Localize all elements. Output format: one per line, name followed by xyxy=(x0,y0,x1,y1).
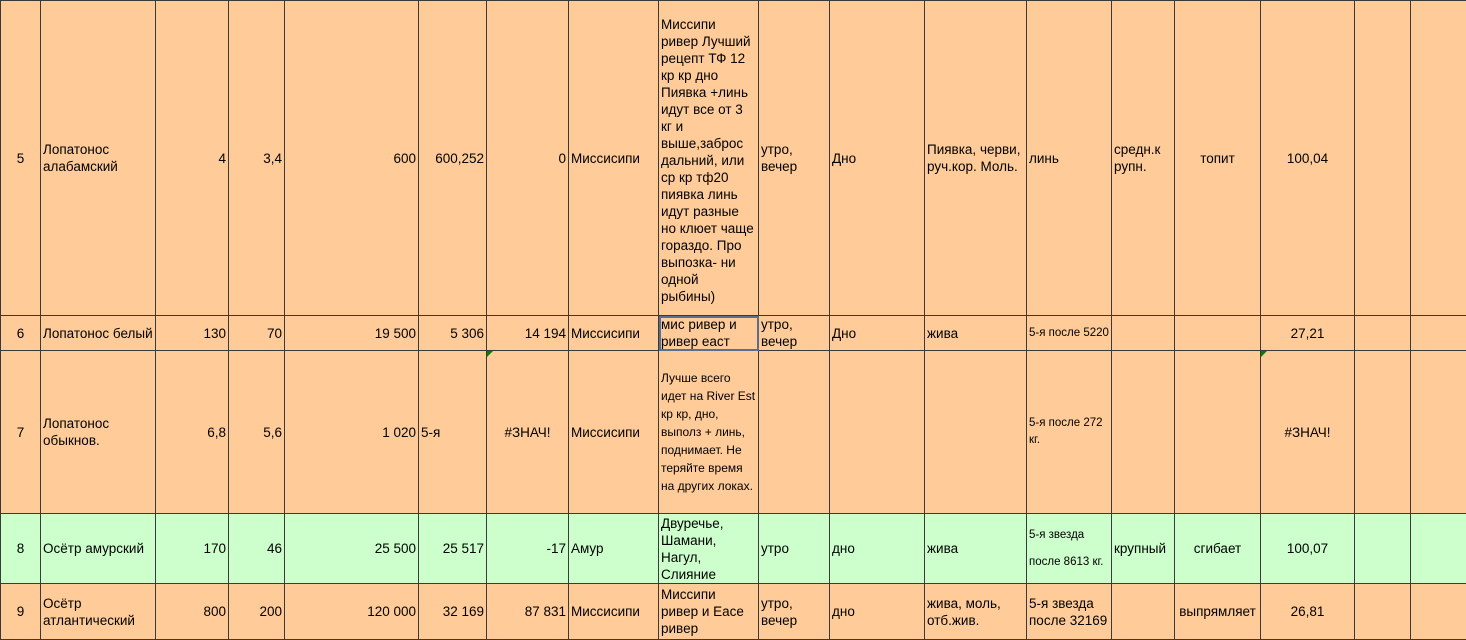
percent-cell[interactable]: 26,81 xyxy=(1261,584,1355,640)
depth-cell[interactable]: дно xyxy=(830,514,925,584)
hook-cell[interactable] xyxy=(1175,316,1261,351)
table-row xyxy=(1,316,1466,351)
cell[interactable]: 87 831 xyxy=(487,584,569,640)
location-cell[interactable]: Миссисипи xyxy=(569,351,659,514)
note-cell-selected[interactable]: мис ривер и ривер еаст xyxy=(659,316,759,351)
cell[interactable]: 14 194 xyxy=(487,316,569,351)
note-cell[interactable]: Лучше всего идет на River Est кр кр, дно, выполз + линь, поднимает. Не теряйте время на других локах. xyxy=(659,351,759,514)
bait-cell[interactable]: жива xyxy=(925,316,1027,351)
depth-cell[interactable]: Дно xyxy=(830,1,925,316)
percent-cell[interactable]: 100,04 xyxy=(1261,1,1355,316)
cell[interactable]: 0 xyxy=(487,1,569,316)
size-cell[interactable] xyxy=(1112,316,1175,351)
row-number[interactable]: 9 xyxy=(1,584,41,640)
note-cell[interactable]: Двуречье, Шамани, Нагул, Слияние xyxy=(659,514,759,584)
lure-cell[interactable]: 5-я звезда после 8613 кг. xyxy=(1027,514,1112,584)
empty-cell[interactable] xyxy=(1355,316,1411,351)
depth-cell[interactable]: Дно xyxy=(830,316,925,351)
fish-name-cell[interactable]: Лопатонос обыкнов. xyxy=(41,351,156,514)
fish-name-cell[interactable]: Осётр амурский xyxy=(41,514,156,584)
table-row xyxy=(1,1,1466,316)
cell[interactable]: 32 169 xyxy=(419,584,487,640)
cell[interactable]: 800 xyxy=(156,584,229,640)
bait-cell[interactable] xyxy=(925,351,1027,514)
row-number[interactable]: 8 xyxy=(1,514,41,584)
table-row xyxy=(1,514,1466,584)
time-cell[interactable]: утро, вечер xyxy=(759,1,830,316)
bait-cell[interactable]: Пиявка, черви, руч.кор. Моль. xyxy=(925,1,1027,316)
cell[interactable]: 19 500 xyxy=(285,316,419,351)
fish-name-cell[interactable]: Лопатонос алабамский xyxy=(41,1,156,316)
cell[interactable]: -17 xyxy=(487,514,569,584)
empty-cell[interactable] xyxy=(1411,351,1466,514)
cell[interactable]: 5-я xyxy=(419,351,487,514)
bait-cell[interactable]: жива xyxy=(925,514,1027,584)
empty-cell[interactable] xyxy=(1355,1,1411,316)
location-cell[interactable]: Миссисипи xyxy=(569,316,659,351)
hook-cell[interactable]: топит xyxy=(1175,1,1261,316)
error-cell[interactable]: #ЗНАЧ! xyxy=(1261,351,1355,514)
cell[interactable]: 600,252 xyxy=(419,1,487,316)
comment-indicator-icon xyxy=(1261,351,1267,357)
depth-cell[interactable] xyxy=(830,351,925,514)
row-number[interactable]: 5 xyxy=(1,1,41,316)
size-cell[interactable]: крупный xyxy=(1112,514,1175,584)
cell[interactable]: 70 xyxy=(229,316,285,351)
cell[interactable]: 170 xyxy=(156,514,229,584)
cell[interactable]: 4 xyxy=(156,1,229,316)
lure-cell[interactable]: 5-я звезда после 32169 xyxy=(1027,584,1112,640)
bait-cell[interactable]: жива, моль, отб.жив. xyxy=(925,584,1027,640)
lure-cell[interactable]: 5-я после 272 кг. xyxy=(1027,351,1112,514)
table-row xyxy=(1,584,1466,640)
error-cell[interactable]: #ЗНАЧ! xyxy=(487,351,569,514)
cell[interactable]: 600 xyxy=(285,1,419,316)
size-cell[interactable] xyxy=(1112,351,1175,514)
row-number[interactable]: 7 xyxy=(1,351,41,514)
cell[interactable]: 5,6 xyxy=(229,351,285,514)
cell[interactable]: 6,8 xyxy=(156,351,229,514)
cell[interactable]: 120 000 xyxy=(285,584,419,640)
size-cell[interactable]: средн.к рупн. xyxy=(1112,1,1175,316)
time-cell[interactable]: утро, вечер xyxy=(759,584,830,640)
hook-cell[interactable]: сгибает xyxy=(1175,514,1261,584)
fish-name-cell[interactable]: Лопатонос белый xyxy=(41,316,156,351)
cell[interactable]: 46 xyxy=(229,514,285,584)
time-cell[interactable]: утро, вечер xyxy=(759,316,830,351)
hook-cell[interactable] xyxy=(1175,351,1261,514)
empty-cell[interactable] xyxy=(1355,584,1411,640)
row-number[interactable]: 6 xyxy=(1,316,41,351)
cell[interactable]: 25 517 xyxy=(419,514,487,584)
hook-cell[interactable]: выпрямляет xyxy=(1175,584,1261,640)
empty-cell[interactable] xyxy=(1411,316,1466,351)
cell[interactable]: 130 xyxy=(156,316,229,351)
cell[interactable]: 25 500 xyxy=(285,514,419,584)
note-cell[interactable]: Миссипи ривер и Еасе ривер xyxy=(659,584,759,640)
note-cell[interactable]: Миссипи ривер Лучший рецепт ТФ 12 кр кр дно Пиявка +линь идут все от 3 кг и выше,заброс дальний, или ср кр тф20 пиявка линь идут разные но клюет чаще гораздо. Про выпозка- ни одной рыбины) xyxy=(659,1,759,316)
empty-cell[interactable] xyxy=(1411,584,1466,640)
location-cell[interactable]: Миссисипи xyxy=(569,1,659,316)
lure-cell[interactable]: 5-я после 5220 xyxy=(1027,316,1112,351)
table-row xyxy=(1,351,1466,514)
time-cell[interactable] xyxy=(759,351,830,514)
cell[interactable]: 1 020 xyxy=(285,351,419,514)
empty-cell[interactable] xyxy=(1411,514,1466,584)
location-cell[interactable]: Амур xyxy=(569,514,659,584)
depth-cell[interactable]: дно xyxy=(830,584,925,640)
location-cell[interactable]: Миссисипи xyxy=(569,584,659,640)
cell[interactable]: 5 306 xyxy=(419,316,487,351)
percent-cell[interactable]: 100,07 xyxy=(1261,514,1355,584)
empty-cell[interactable] xyxy=(1355,514,1411,584)
size-cell[interactable] xyxy=(1112,584,1175,640)
lure-cell[interactable]: линь xyxy=(1027,1,1112,316)
percent-cell[interactable]: 27,21 xyxy=(1261,316,1355,351)
comment-indicator-icon xyxy=(487,351,493,357)
cell[interactable]: 3,4 xyxy=(229,1,285,316)
empty-cell[interactable] xyxy=(1355,351,1411,514)
empty-cell[interactable] xyxy=(1411,1,1466,316)
time-cell[interactable]: утро xyxy=(759,514,830,584)
cell[interactable]: 200 xyxy=(229,584,285,640)
fish-name-cell[interactable]: Осётр атлантический xyxy=(41,584,156,640)
